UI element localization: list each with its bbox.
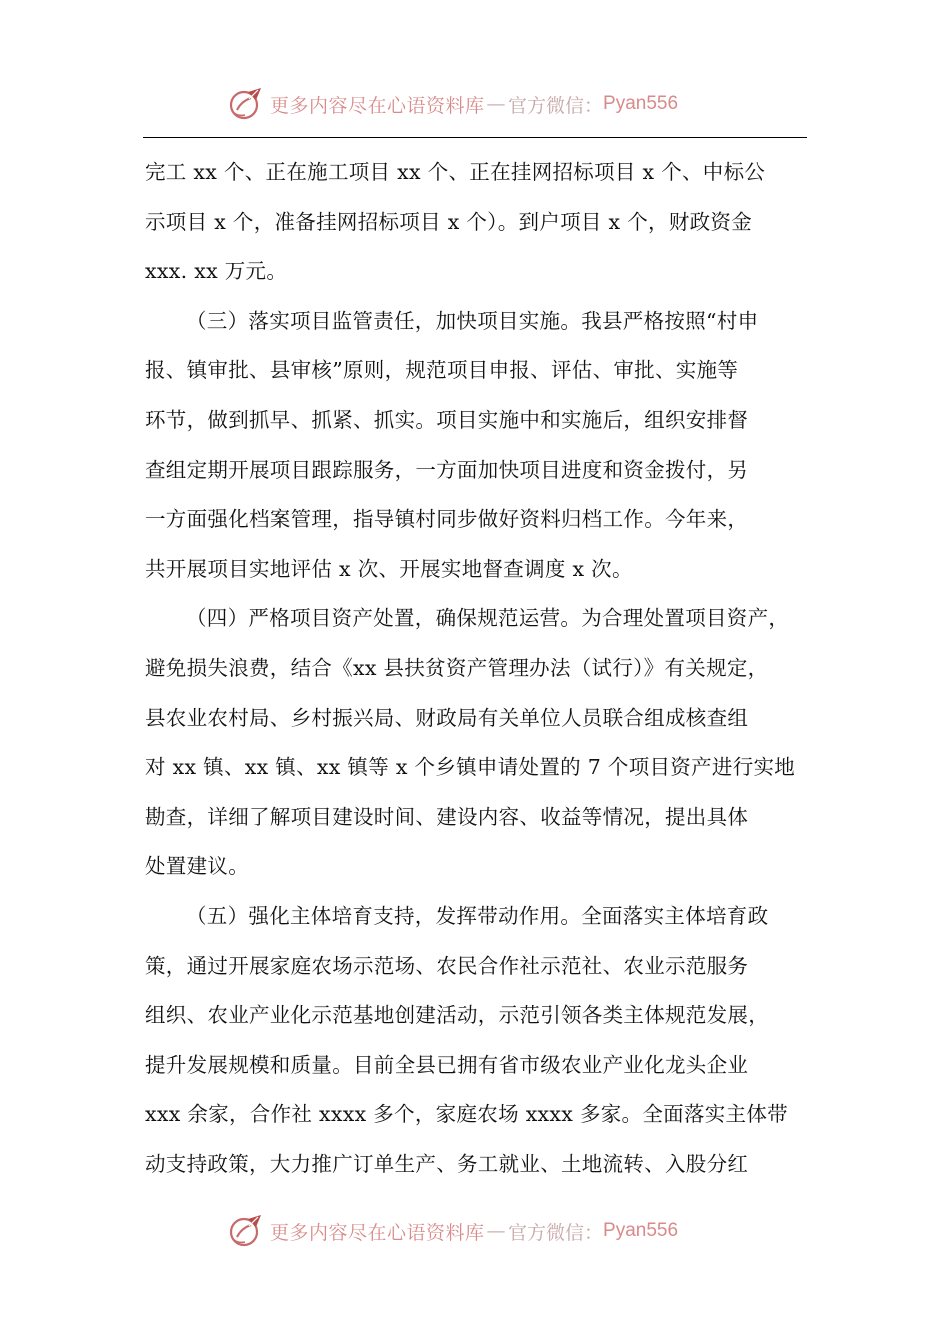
body-line: 县农业农村局、乡村振兴局、财政局有关单位人员联合组成核查组	[145, 705, 749, 730]
body-line: 示项目 x 个，准备挂网招标项目 x 个）。到户项目 x 个，财政资金	[145, 209, 753, 234]
body-line: 提升发展规模和质量。目前全县已拥有省市级农业产业化龙头企业	[145, 1052, 749, 1077]
footer-banner	[228, 1209, 748, 1253]
footer-contact-id: Pyan556	[603, 1220, 679, 1241]
header-separator: —	[486, 93, 507, 115]
header-divider	[143, 137, 807, 138]
header-banner	[228, 82, 748, 126]
footer-slogan: 更多内容尽在心语资料库	[270, 1221, 485, 1244]
body-line: 动支持政策，大力推广订单生产、务工就业、土地流转、入股分红	[145, 1151, 749, 1176]
body-line: 环节，做到抓早、抓紧、抓实。项目实施中和实施后，组织安排督	[145, 407, 749, 432]
body-line: 完工 xx 个、正在施工项目 xx 个、正在挂网招标项目 x 个、中标公	[145, 160, 766, 184]
document-body	[145, 148, 810, 1189]
section-3-heading-line: （三）落实项目监管责任，加快项目实施。我县严格按照“村申	[186, 308, 759, 333]
body-line: xxx 余家，合作社 xxxx 多个，家庭农场 xxxx 多家。全面落实主体带	[145, 1102, 788, 1127]
footer-separator: —	[486, 1220, 507, 1242]
section-5-heading-line: （五）强化主体培育支持，发挥带动作用。全面落实主体培育政	[186, 903, 769, 928]
footer-contact-label: 官方微信：	[508, 1221, 604, 1244]
body-line: 对 xx 镇、xx 镇、xx 镇等 x 个乡镇申请处置的 7 个项目资产进行实地	[145, 755, 796, 780]
body-line: 避免损失浪费，结合《xx 县扶贫资产管理办法（试行）》有关规定，	[145, 655, 769, 680]
section-4-heading-line: （四）严格项目资产处置，确保规范运营。为合理处置项目资产，	[186, 606, 790, 631]
header-contact-label: 官方微信：	[508, 94, 604, 117]
body-line: 组织、农业产业化示范基地创建活动，示范引领各类主体规范发展，	[145, 1003, 769, 1028]
header-slogan: 更多内容尽在心语资料库	[270, 94, 485, 117]
body-line: 查组定期开展项目跟踪服务，一方面加快项目进度和资金拨付，另	[145, 457, 749, 482]
header-contact-id: Pyan556	[603, 93, 679, 114]
body-line: 策，通过开展家庭农场示范场、农民合作社示范社、农业示范服务	[145, 953, 749, 978]
body-line: 勘查，详细了解项目建设时间、建设内容、收益等情况，提出具体	[145, 804, 749, 829]
body-line: 一方面强化档案管理，指导镇村同步做好资料归档工作。今年来，	[145, 507, 749, 532]
body-line: 处置建议。	[145, 854, 249, 879]
body-line: xxx. xx 万元。	[145, 259, 288, 284]
body-line: 共开展项目实地评估 x 次、开展实地督查调度 x 次。	[145, 556, 633, 581]
body-line: 报、镇审批、县审核”原则，规范项目申报、评估、审批、实施等	[145, 358, 739, 383]
pen-logo-icon	[228, 1213, 264, 1249]
pen-logo-icon	[228, 86, 264, 122]
